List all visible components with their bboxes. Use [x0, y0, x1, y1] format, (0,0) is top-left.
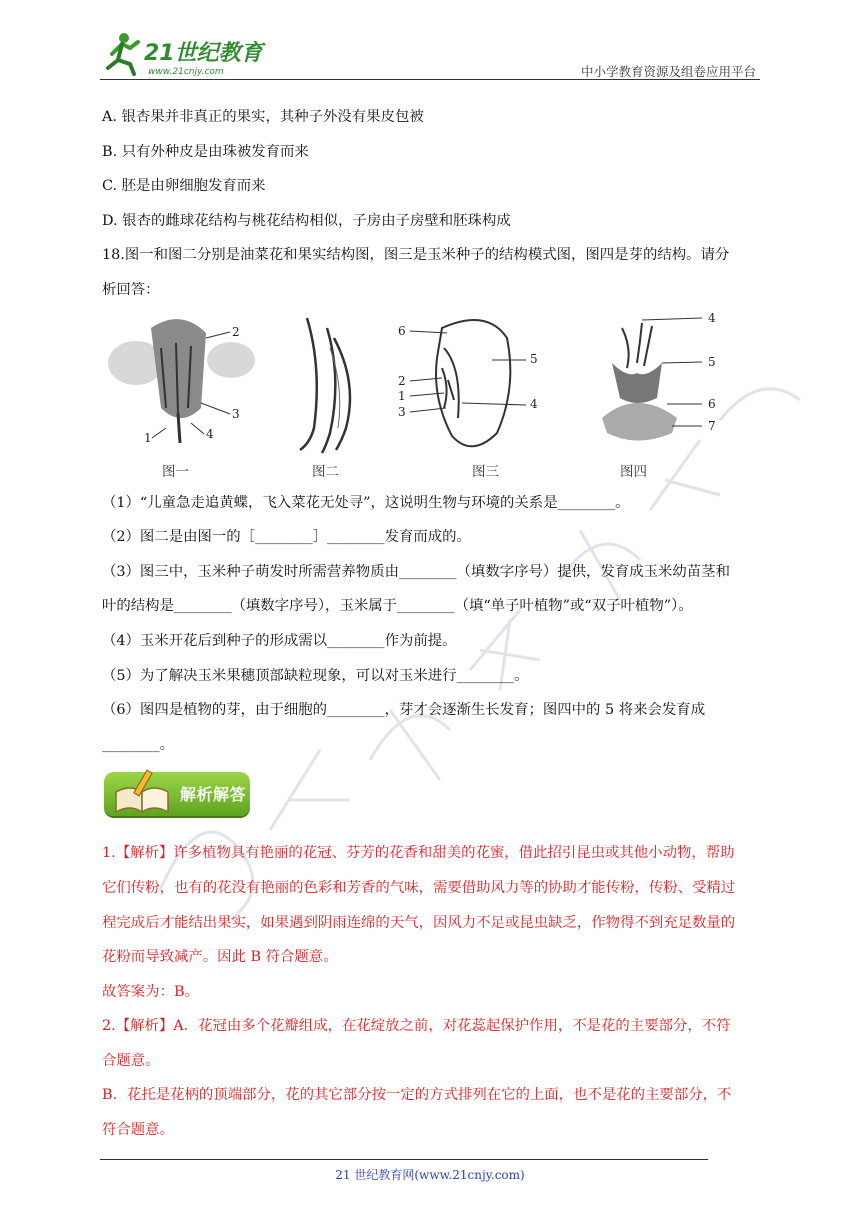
question-18-item: 叶的结构是________（填数字序号），玉米属于________（填“单子叶植物”或“双子叶植物”）。: [102, 598, 693, 615]
fig3-label: 4: [530, 396, 538, 411]
question-18-stem-cont: 析回答：: [102, 281, 160, 298]
fig3-label: 3: [398, 404, 406, 419]
runner-icon: [108, 33, 138, 74]
question-18-item: （2）图二是由图一的［________］________发育而成的。: [102, 529, 471, 546]
open-book-pencil-icon: [112, 766, 174, 816]
question-18-item: （1）“儿童急走追黄蝶，飞入菜花无处寻”，这说明生物与环境的关系是________。: [102, 494, 630, 511]
answer-1-final: 故答案为：B。: [102, 983, 199, 1000]
fig3-label: 5: [530, 351, 538, 366]
answer-1-text: 它们传粉，也有的花没有艳丽的色彩和芳香的气味，需要借助风力等的协助才能传粉，传粉、受精过: [102, 879, 736, 896]
option-d: D. 银杏的雌球花结构与桃花结构相似，子房由子房壁和胚珠构成: [102, 212, 511, 229]
figures-row: [102, 308, 762, 486]
option-b: B. 只有外种皮是由珠被发育而来: [102, 143, 309, 160]
logo-text: 21世纪教育: [144, 41, 263, 66]
question-18-item: ________。: [102, 736, 174, 753]
answer-1-text: 花粉而导致减产。因此 B 符合题意。: [102, 949, 338, 966]
answer-2-text: 合题意。: [102, 1052, 160, 1069]
question-18-item: （5）为了解决玉米果穗顶部缺粒现象，可以对玉米进行________。: [102, 667, 529, 684]
figure-4-bud: [582, 308, 732, 458]
document-body: [102, 100, 762, 1148]
question-18-item: （6）图四是植物的芽，由于细胞的________，芽才会逐渐生长发育；图四中的 5 将来会发育成: [102, 702, 706, 719]
figure-4-caption: 图四: [620, 463, 647, 480]
figure-2-fruit: [292, 308, 372, 458]
page-header: [100, 28, 760, 80]
fig4-label: 7: [708, 418, 716, 433]
figure-1-caption: 图一: [162, 463, 189, 480]
figure-3-corn-seed: [392, 308, 542, 458]
answer-1-text: 程完成后才能结出果实，如果遇到阴雨连绵的天气，因风力不足或昆虫缺乏，作物得不到充足数量的: [102, 914, 736, 931]
fig4-label: 5: [708, 354, 716, 369]
figure-1-rapeseed-flower: [106, 308, 256, 458]
figure-2-caption: 图二: [312, 463, 339, 480]
question-18-stem: 18.图一和图二分别是油菜花和果实结构图，图三是玉米种子的结构模式图，图四是芽的结构。请分: [102, 247, 730, 264]
fig1-label: 1: [144, 430, 152, 445]
answer-section-header: [102, 762, 762, 836]
fig4-label: 6: [708, 396, 716, 411]
header-divider: [100, 79, 760, 80]
answer-1-text: 1.【解析】许多植物具有艳丽的花冠、芬芳的花香和甜美的花蜜，借此招引昆虫或其他小动物，帮助: [102, 845, 735, 862]
footer-link[interactable]: 21 世纪教育网(www.21cnjy.com): [335, 1168, 525, 1182]
fig3-label: 2: [398, 373, 406, 388]
option-a: A. 银杏果并非真正的果实，其种子外没有果皮包被: [102, 109, 424, 125]
fig3-label: 6: [398, 323, 406, 338]
logo: [100, 28, 270, 80]
fig3-label: 1: [398, 388, 406, 403]
fig4-label: 4: [708, 310, 716, 325]
answer-2-option-b: 符合题意。: [102, 1122, 174, 1139]
logo-url: www.21cnjy.com: [148, 67, 224, 77]
fig1-label: 2: [232, 324, 240, 339]
figure-3-caption: 图三: [472, 463, 499, 480]
answer-section-title: 解析解答: [180, 785, 247, 805]
answer-2-option-b: B．花托是花柄的顶端部分，花的其它部分按一定的方式排列在它的上面，也不是花的主要部分，不: [102, 1087, 732, 1104]
header-platform-name: 中小学教育资源及组卷应用平台: [580, 64, 756, 79]
fig1-label: 3: [232, 406, 240, 421]
footer-divider: [100, 1159, 708, 1160]
answer-2-text: 2.【解析】A．花冠由多个花瓣组成，在花绽放之前，对花蕊起保护作用，不是花的主要部分，不符: [102, 1018, 731, 1035]
question-18-item: （3）图三中，玉米种子萌发时所需营养物质由________（填数字序号）提供，发育成玉米幼苗茎和: [102, 563, 730, 580]
option-c: C. 胚是由卵细胞发育而来: [102, 178, 266, 195]
fig1-label: 4: [206, 426, 214, 441]
question-18-item: （4）玉米开花后到种子的形成需以________作为前提。: [102, 632, 457, 649]
answer-section-badge: [104, 772, 250, 816]
